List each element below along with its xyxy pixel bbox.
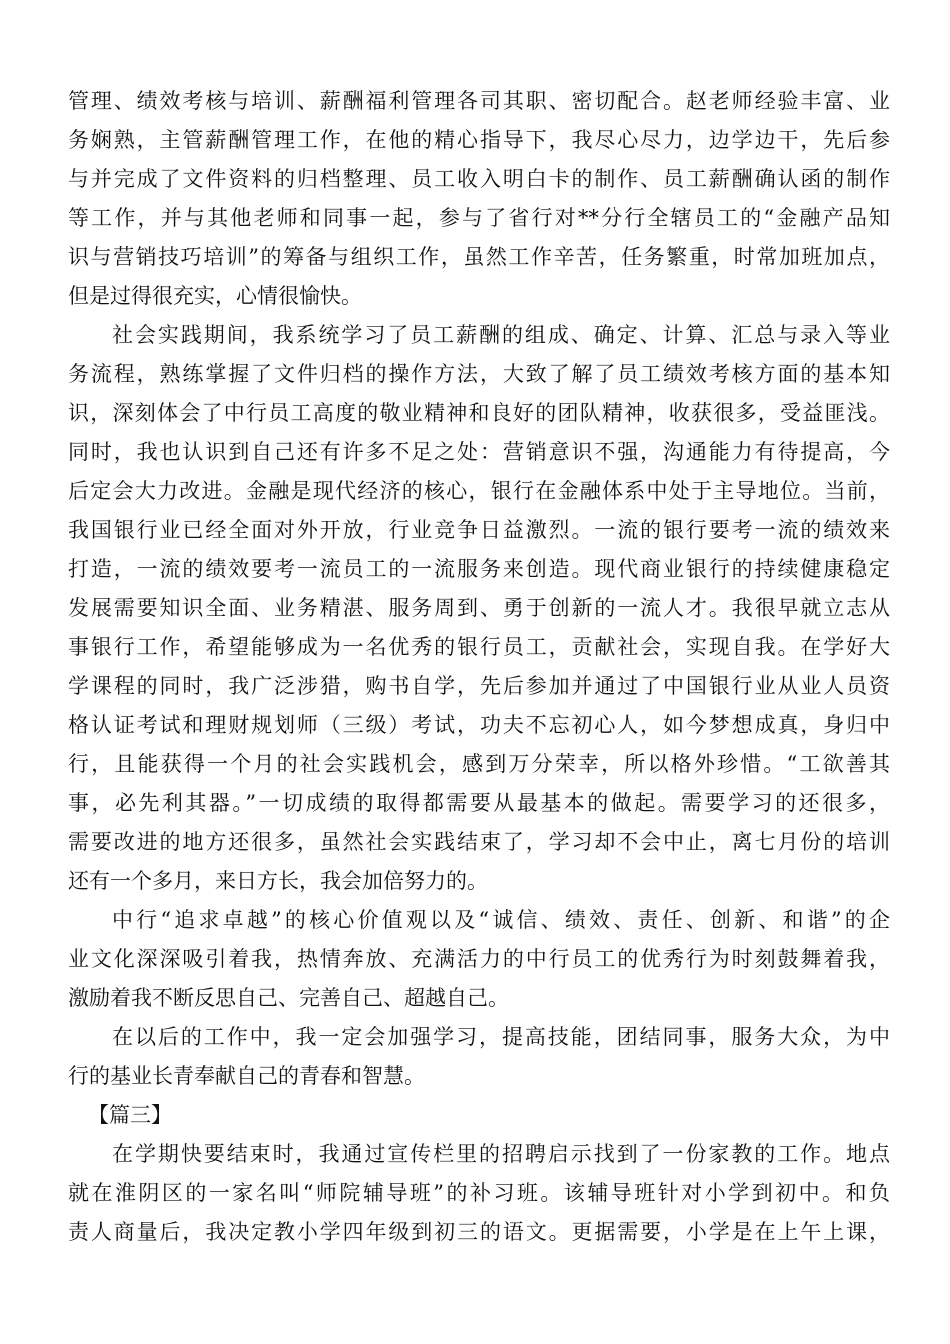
text-line: 务流程，熟练掌握了文件归档的操作方法，大致了解了员工绩效考核方面的基本知 bbox=[68, 362, 890, 386]
paragraph-continued bbox=[68, 82, 890, 316]
text-line: 激励着我不断反思自己、完善自己、超越自己。 bbox=[68, 986, 509, 1010]
text-line: 事，必先利其器。”一切成绩的取得都需要从最基本的做起。需要学习的还很多， bbox=[68, 791, 890, 815]
paragraph-future-work bbox=[68, 1018, 890, 1096]
text-line: 识与营销技巧培训”的筹备与组织工作，虽然工作辛苦，任务繁重，时常加班加点， bbox=[68, 245, 890, 269]
text-line: 等工作，并与其他老师和同事一起，参与了省行对**分行全辖员工的“金融产品知 bbox=[68, 206, 890, 230]
paragraph-core-values bbox=[68, 901, 890, 1018]
section-heading bbox=[68, 1096, 890, 1135]
text-line: 格认证考试和理财规划师（三级）考试，功夫不忘初心人，如今梦想成真，身归中 bbox=[68, 713, 890, 737]
paragraph-social-practice bbox=[68, 316, 890, 901]
text-line: 行的基业长青奉献自己的青春和智慧。 bbox=[68, 1064, 425, 1088]
text-line: 在以后的工作中，我一定会加强学习，提高技能，团结同事，服务大众，为中 bbox=[112, 1025, 890, 1049]
section-title: 【篇三】 bbox=[88, 1103, 172, 1127]
text-line: 行，且能获得一个月的社会实践机会，感到万分荣幸，所以格外珍惜。“工欲善其 bbox=[68, 752, 890, 776]
text-line: 责人商量后，我决定教小学四年级到初三的语文。更据需要，小学是在上午上课， bbox=[68, 1220, 890, 1244]
paragraph-section-three bbox=[68, 1135, 890, 1252]
text-line: 在学期快要结束时，我通过宣传栏里的招聘启示找到了一份家教的工作。地点 bbox=[112, 1142, 890, 1166]
text-line: 与并完成了文件资料的归档整理、员工收入明白卡的制作、员工薪酬确认函的制作 bbox=[68, 167, 890, 191]
document-page bbox=[68, 82, 890, 1252]
text-line: 我国银行业已经全面对外开放，行业竞争日益激烈。一流的银行要考一流的绩效来 bbox=[68, 518, 890, 542]
text-line: 务娴熟，主管薪酬管理工作，在他的精心指导下，我尽心尽力，边学边干，先后参 bbox=[68, 128, 890, 152]
text-line: 识，深刻体会了中行员工高度的敬业精神和良好的团队精神，收获很多，受益匪浅。 bbox=[68, 401, 890, 425]
text-line: 后定会大力改进。金融是现代经济的核心，银行在金融体系中处于主导地位。当前， bbox=[68, 479, 890, 503]
text-line: 但是过得很充实，心情很愉快。 bbox=[68, 284, 362, 308]
text-line: 学课程的同时，我广泛涉猎，购书自学，先后参加并通过了中国银行业从业人员资 bbox=[68, 674, 890, 698]
text-line: 需要改进的地方还很多，虽然社会实践结束了，学习却不会中止，离七月份的培训 bbox=[68, 830, 890, 854]
text-line: 社会实践期间，我系统学习了员工薪酬的组成、确定、计算、汇总与录入等业 bbox=[112, 323, 890, 347]
text-line: 就在淮阴区的一家名叫“师院辅导班”的补习班。该辅导班针对小学到初中。和负 bbox=[68, 1181, 890, 1205]
text-line: 同时，我也认识到自己还有许多不足之处：营销意识不强，沟通能力有待提高，今 bbox=[68, 440, 890, 464]
text-line: 业文化深深吸引着我，热情奔放、充满活力的中行员工的优秀行为时刻鼓舞着我， bbox=[68, 947, 890, 971]
text-line: 发展需要知识全面、业务精湛、服务周到、勇于创新的一流人才。我很早就立志从 bbox=[68, 596, 890, 620]
text-line: 事银行工作，希望能够成为一名优秀的银行员工，贡献社会，实现自我。在学好大 bbox=[68, 635, 890, 659]
text-line: 还有一个多月，来日方长，我会加倍努力的。 bbox=[68, 869, 488, 893]
text-line: 打造，一流的绩效要考一流员工的一流服务来创造。现代商业银行的持续健康稳定 bbox=[68, 557, 890, 581]
text-line: 中行“追求卓越”的核心价值观以及“诚信、绩效、责任、创新、和谐”的企 bbox=[112, 908, 890, 932]
text-line: 管理、绩效考核与培训、薪酬福利管理各司其职、密切配合。赵老师经验丰富、业 bbox=[68, 89, 890, 113]
